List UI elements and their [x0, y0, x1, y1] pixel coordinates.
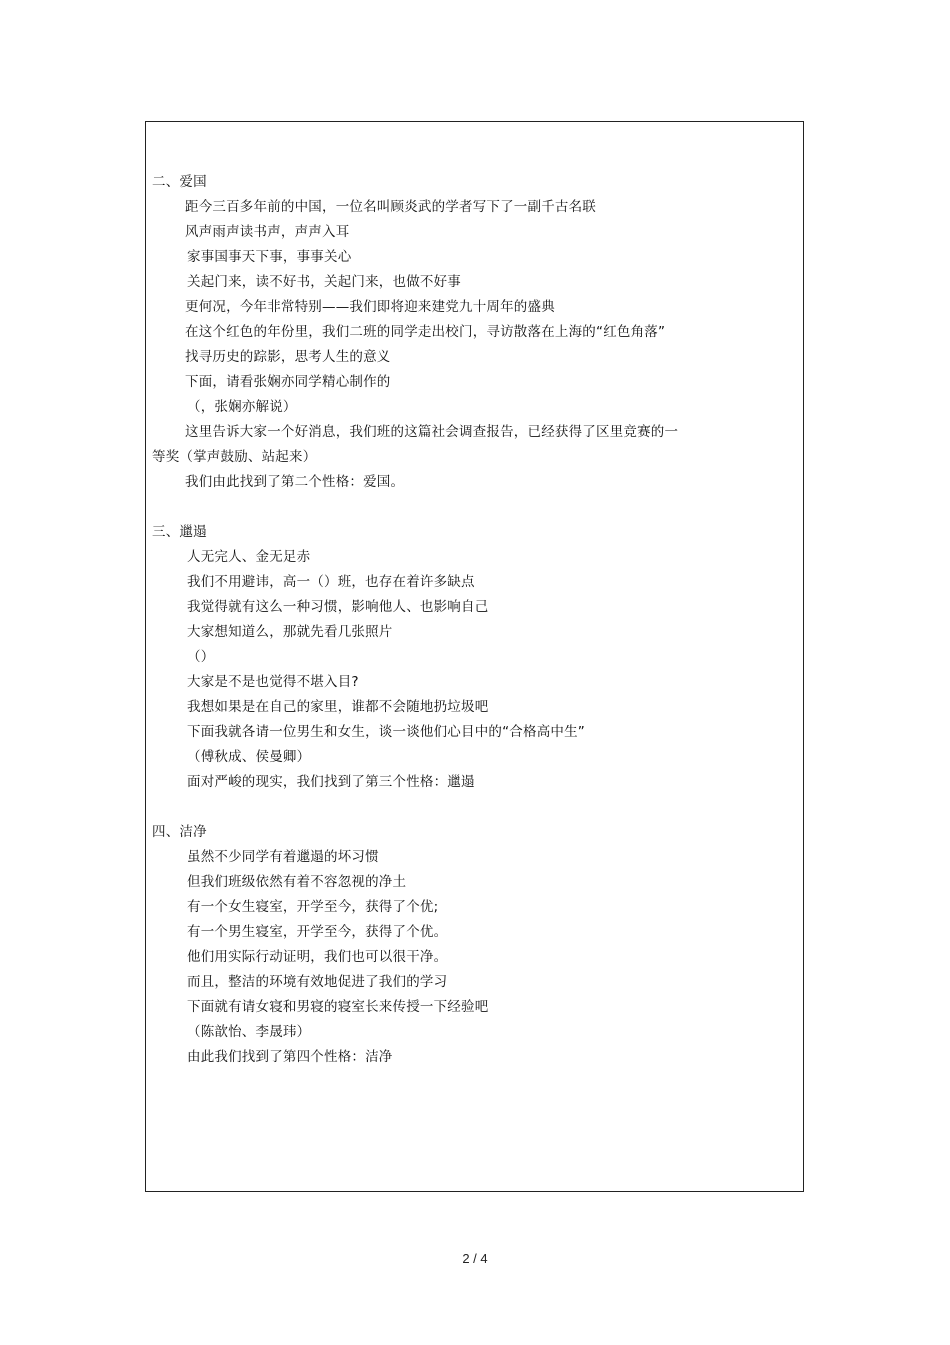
section-heading: 三、邋遢	[152, 524, 207, 540]
text-line: 人无完人、金无足赤	[187, 549, 311, 565]
text-line: 下面就有请女寝和男寝的寝室长来传授一下经验吧	[187, 999, 489, 1015]
text-line: 下面我就各请一位男生和女生，谈一谈他们心目中的“合格高中生”	[187, 724, 585, 740]
text-line: （）	[187, 649, 215, 665]
text-line: 有一个女生寝室，开学至今，获得了个优;	[187, 899, 439, 915]
text-line: 我们不用避讳，高一（）班，也存在着许多缺点	[187, 574, 475, 590]
text-line: 但我们班级依然有着不容忽视的净土	[187, 874, 407, 890]
text-line: （傅秋成、侯曼卿）	[187, 749, 311, 765]
text-line: 距今三百多年前的中国，一位名叫顾炎武的学者写下了一副千古名联	[185, 199, 596, 215]
text-line: 由此我们找到了第四个性格：洁净	[187, 1049, 393, 1065]
text-line: 面对严峻的现实，我们找到了第三个性格：邋遢	[187, 774, 475, 790]
page-number: 2 / 4	[462, 1251, 488, 1266]
text-line: 关起门来，读不好书，关起门来，也做不好事	[187, 274, 461, 290]
text-line: 找寻历史的踪影，思考人生的意义	[185, 349, 391, 365]
text-line: 有一个男生寝室，开学至今，获得了个优。	[187, 924, 448, 940]
section-heading: 四、洁净	[152, 824, 207, 840]
text-line: 大家是不是也觉得不堪入目?	[187, 674, 359, 690]
text-line: 大家想知道么，那就先看几张照片	[187, 624, 393, 640]
document-body	[152, 170, 792, 1070]
text-line: 他们用实际行动证明，我们也可以很干净。	[187, 949, 448, 965]
text-line: 更何况，今年非常特别——我们即将迎来建党九十周年的盛典	[185, 299, 555, 315]
text-line: 家事国事天下事，事事关心	[187, 249, 352, 265]
text-line: 下面，请看张娴亦同学精心制作的	[185, 374, 391, 390]
text-line: 我觉得就有这么一种习惯，影响他人、也影响自己	[187, 599, 489, 615]
text-line: 风声雨声读书声，声声入耳	[185, 224, 350, 240]
text-line: 我们由此找到了第二个性格：爱国。	[185, 474, 405, 490]
text-line: 等奖（掌声鼓励、站起来）	[152, 449, 317, 465]
text-line: 这里告诉大家一个好消息，我们班的这篇社会调查报告，已经获得了区里竞赛的一	[185, 424, 679, 440]
text-line: 虽然不少同学有着邋遢的坏习惯	[187, 849, 379, 865]
text-line: 我想如果是在自己的家里，谁都不会随地扔垃圾吧	[187, 699, 489, 715]
text-line: 在这个红色的年份里，我们二班的同学走出校门，寻访散落在上海的“红色角落”	[185, 324, 666, 340]
section-heading: 二、爱国	[152, 174, 207, 190]
text-line: （陈歆怡、李晟玮）	[187, 1024, 311, 1040]
text-line: 而且，整洁的环境有效地促进了我们的学习	[187, 974, 448, 990]
text-line: （，张娴亦解说）	[187, 399, 297, 415]
